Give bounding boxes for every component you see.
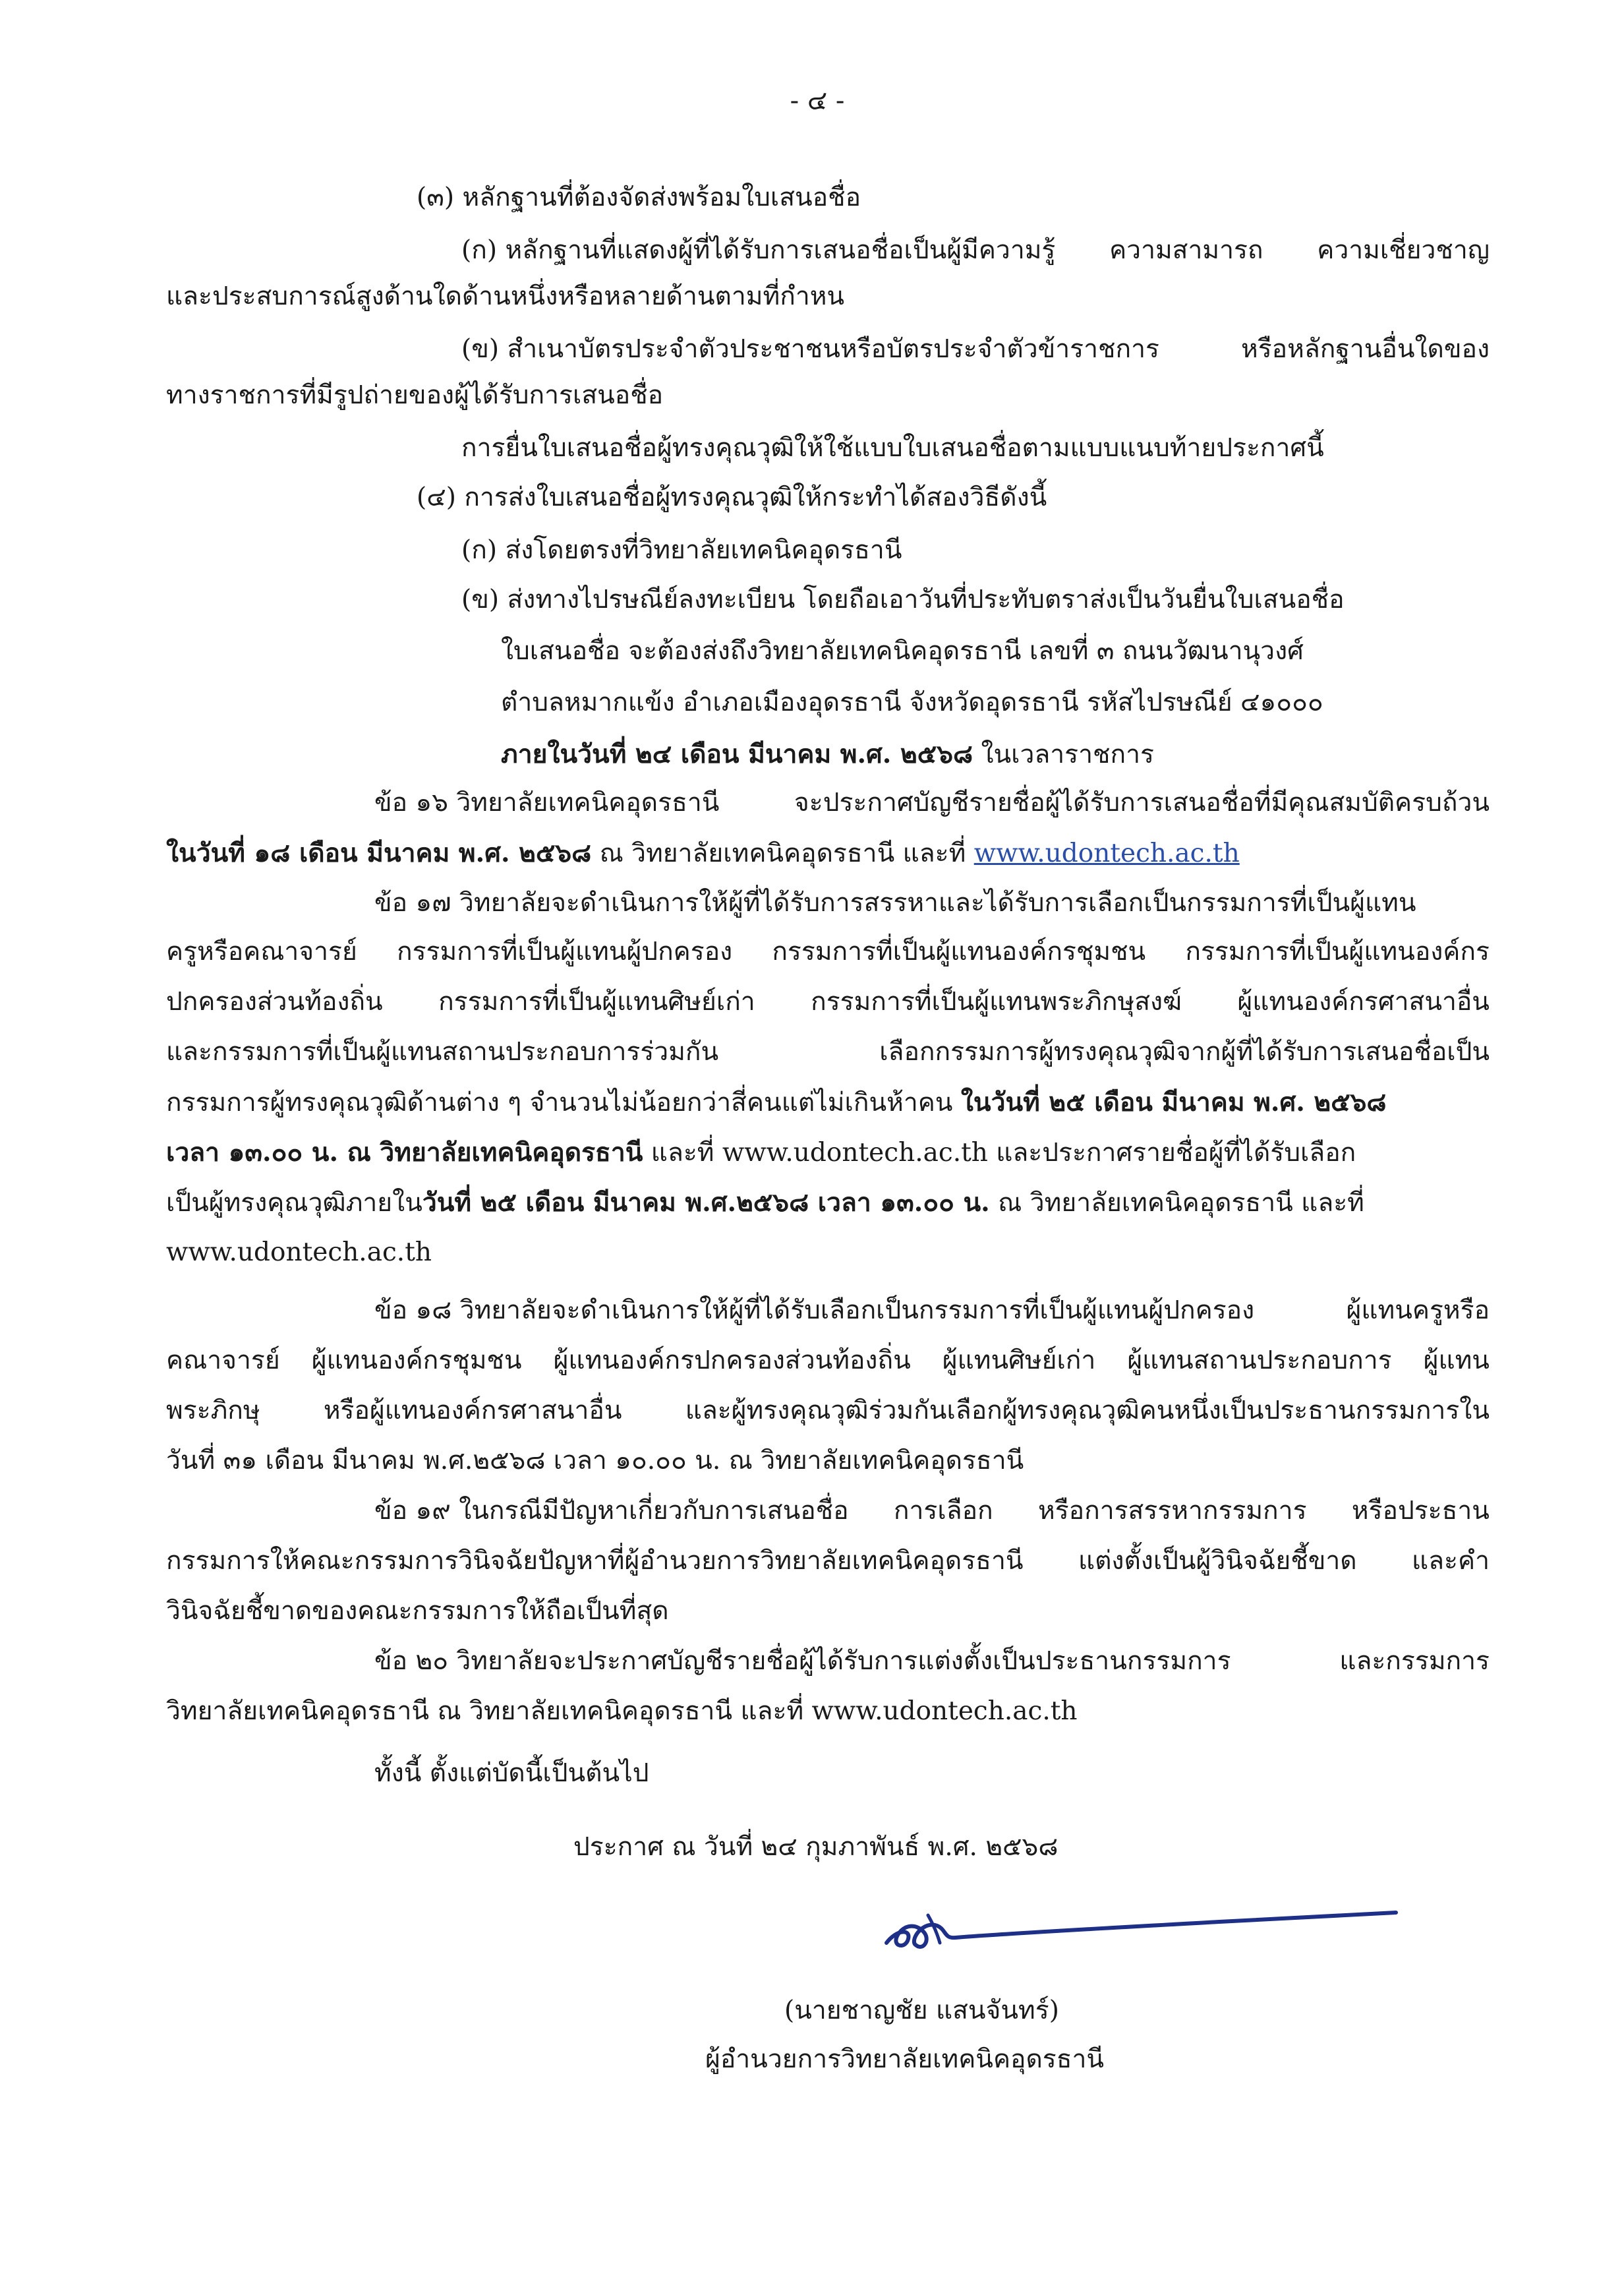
- announcement-date: ในวันที่ ๑๘ เดือน มีนาคม พ.ศ. ๒๕๖๘: [166, 838, 592, 868]
- item-3a-line2: และประสบการณ์สูงด้านใดด้านหนึ่งหรือหลายด้านตามที่กำหน: [166, 282, 845, 311]
- clause-16-line1: ข้อ ๑๖ วิทยาลัยเทคนิคอุดรธานี จะประกาศบัญชีรายชื่อผู้ได้รับการเสนอชื่อที่มีคุณสมบัติครบถ้วน: [374, 788, 1490, 818]
- page-number: - ๔ -: [790, 86, 845, 116]
- item-4b-line3: ตำบลหมากแข้ง อำเภอเมืองอุดรธานี จังหวัดอุดรธานี รหัสไปรษณีย์ ๔๑๐๐๐: [501, 688, 1323, 717]
- item-3-heading: (๓) หลักฐานที่ต้องจัดส่งพร้อมใบเสนอชื่อ: [417, 183, 861, 212]
- item-4a: (ก) ส่งโดยตรงที่วิทยาลัยเทคนิคอุดรธานี: [461, 535, 902, 565]
- effective-statement: ทั้งนี้ ตั้งแต่บัดนี้เป็นต้นไป: [374, 1758, 649, 1788]
- clause-18-line4: วันที่ ๓๑ เดือน มีนาคม พ.ศ.๒๕๖๘ เวลา ๑๐.๐๐ น. ณ วิทยาลัยเทคนิคอุดรธานี: [166, 1446, 1024, 1475]
- clause-17-line8: www.udontech.ac.th: [166, 1237, 432, 1267]
- clause-17-line3: ปกครองส่วนท้องถิ่น กรรมการที่เป็นผู้แทนศิษย์เก่า กรรมการที่เป็นผู้แทนพระภิกษุสงฆ์ ผู้แทนองค์กรศาสนาอื่น: [166, 987, 1490, 1017]
- result-date: วันที่ ๒๕ เดือน มีนาคม พ.ศ.๒๕๖๘ เวลา ๑๓.๐๐ น.: [422, 1187, 990, 1218]
- signer-name: (นายชาญชัย แสนจันทร์): [784, 1996, 1059, 2025]
- clause-17-line5: กรรมการผู้ทรงคุณวุฒิด้านต่าง ๆ จำนวนไม่น้อยกว่าสี่คนแต่ไม่เกินห้าคน ในวันที่ ๒๕ เดือน มีนาคม พ.ศ. ๒๕๖๘: [166, 1087, 1387, 1117]
- clause-20-line2: วิทยาลัยเทคนิคอุดรธานี ณ วิทยาลัยเทคนิคอุดรธานี และที่ www.udontech.ac.th: [166, 1696, 1078, 1726]
- clause-18-line2: คณาจารย์ ผู้แทนองค์กรชุมชน ผู้แทนองค์กรปกครองส่วนท้องถิ่น ผู้แทนศิษย์เก่า ผู้แทนสถานประกอบการ ผู้แทน: [166, 1346, 1490, 1375]
- item-3a-line1: (ก) หลักฐานที่แสดงผู้ที่ได้รับการเสนอชื่อเป็นผู้มีความรู้ ความสามารถ ความเชี่ยวชาญ: [461, 235, 1490, 265]
- clause-17-line6: เวลา ๑๓.๐๐ น. ณ วิทยาลัยเทคนิคอุดรธานี และที่ www.udontech.ac.th และประกาศรายชื่อผู้ที่ได้รับเลือก: [166, 1137, 1356, 1168]
- clause-16-line2: ในวันที่ ๑๘ เดือน มีนาคม พ.ศ. ๒๕๖๘ ณ วิทยาลัยเทคนิคอุดรธานี และที่ www.udontech.ac.th: [166, 838, 1240, 868]
- item-3b-line2: ทางราชการที่มีรูปถ่ายของผู้ได้รับการเสนอชื่อ: [166, 380, 664, 410]
- announcement-date-line: ประกาศ ณ วันที่ ๒๔ กุมภาพันธ์ พ.ศ. ๒๕๖๘: [573, 1832, 1058, 1862]
- clause-18-line3: พระภิกษุ หรือผู้แทนองค์กรศาสนาอื่น และผู้ทรงคุณวุฒิร่วมกันเลือกผู้ทรงคุณวุฒิคนหนึ่งเป็นประธานกรรมการใน: [166, 1396, 1490, 1425]
- deadline-date: ภายในวันที่ ๒๔ เดือน มีนาคม พ.ศ. ๒๕๖๘: [501, 739, 973, 769]
- selection-date: ในวันที่ ๒๕ เดือน มีนาคม พ.ศ. ๒๕๖๘: [960, 1087, 1387, 1117]
- clause-17-line4: และกรรมการที่เป็นผู้แทนสถานประกอบการร่วมกัน เลือกกรรมการผู้ทรงคุณวุฒิจากผู้ที่ได้รับการเสนอชื่อเป็น: [166, 1037, 1490, 1067]
- website-link[interactable]: www.udontech.ac.th: [973, 839, 1240, 868]
- clause-17-line2: ครูหรือคณาจารย์ กรรมการที่เป็นผู้แทนผู้ปกครอง กรรมการที่เป็นผู้แทนองค์กรชุมชน กรรมการที่เป็นผู้แทนองค์กร: [166, 937, 1490, 966]
- signature: [850, 1869, 1417, 1968]
- clause-19-line3: วินิจฉัยชี้ขาดของคณะกรรมการให้ถือเป็นที่สุด: [166, 1596, 669, 1626]
- selection-time-place: เวลา ๑๓.๐๐ น. ณ วิทยาลัยเทคนิคอุดรธานี: [166, 1137, 643, 1168]
- item-4b-line2: ใบเสนอชื่อ จะต้องส่งถึงวิทยาลัยเทคนิคอุดรธานี เลขที่ ๓ ถนนวัฒนานุวงศ์: [501, 636, 1304, 666]
- clause-17-line7: เป็นผู้ทรงคุณวุฒิภายในวันที่ ๒๕ เดือน มีนาคม พ.ศ.๒๕๖๘ เวลา ๑๓.๐๐ น. ณ วิทยาลัยเทคนิคอุดรธานี และที่: [166, 1187, 1364, 1218]
- clause-18-line1: ข้อ ๑๘ วิทยาลัยจะดำเนินการให้ผู้ที่ได้รับเลือกเป็นกรรมการที่เป็นผู้แทนผู้ปกครอง ผู้แทนครูหรือ: [374, 1295, 1490, 1325]
- clause-19-line1: ข้อ ๑๙ ในกรณีมีปัญหาเกี่ยวกับการเสนอชื่อ การเลือก หรือการสรรหากรรมการ หรือประธาน: [374, 1496, 1490, 1526]
- clause-20-line1: ข้อ ๒๐ วิทยาลัยจะประกาศบัญชีรายชื่อผู้ได้รับการแต่งตั้งเป็นประธานกรรมการ และกรรมการ: [374, 1646, 1490, 1676]
- clause-17-line1: ข้อ ๑๗ วิทยาลัยจะดำเนินการให้ผู้ที่ได้รับการสรรหาและได้รับการเลือกเป็นกรรมการที่เป็นผู้แทน: [374, 888, 1416, 918]
- clause-19-line2: กรรมการให้คณะกรรมการวินิจฉัยปัญหาที่ผู้อำนวยการวิทยาลัยเทคนิคอุดรธานี แต่งตั้งเป็นผู้วินิจฉัยชี้ขาด และคำ: [166, 1546, 1490, 1576]
- signer-title: ผู้อำนวยการวิทยาลัยเทคนิคอุดรธานี: [705, 2044, 1105, 2074]
- item-3-nomination-form-note: การยื่นใบเสนอชื่อผู้ทรงคุณวุฒิให้ใช้แบบใบเสนอชื่อตามแบบแนบท้ายประกาศนี้: [461, 433, 1324, 463]
- item-4b-deadline: ภายในวันที่ ๒๔ เดือน มีนาคม พ.ศ. ๒๕๖๘ ในเวลาราชการ: [501, 739, 1154, 769]
- item-4-heading: (๔) การส่งใบเสนอชื่อผู้ทรงคุณวุฒิให้กระทำได้สองวิธีดังนี้: [417, 483, 1047, 512]
- item-4b-line1: (ข) ส่งทางไปรษณีย์ลงทะเบียน โดยถือเอาวันที่ประทับตราส่งเป็นวันยื่นใบเสนอชื่อ: [461, 585, 1345, 614]
- item-3b-line1: (ข) สำเนาบัตรประจำตัวประชาชนหรือบัตรประจำตัวข้าราชการ หรือหลักฐานอื่นใดของ: [461, 334, 1490, 364]
